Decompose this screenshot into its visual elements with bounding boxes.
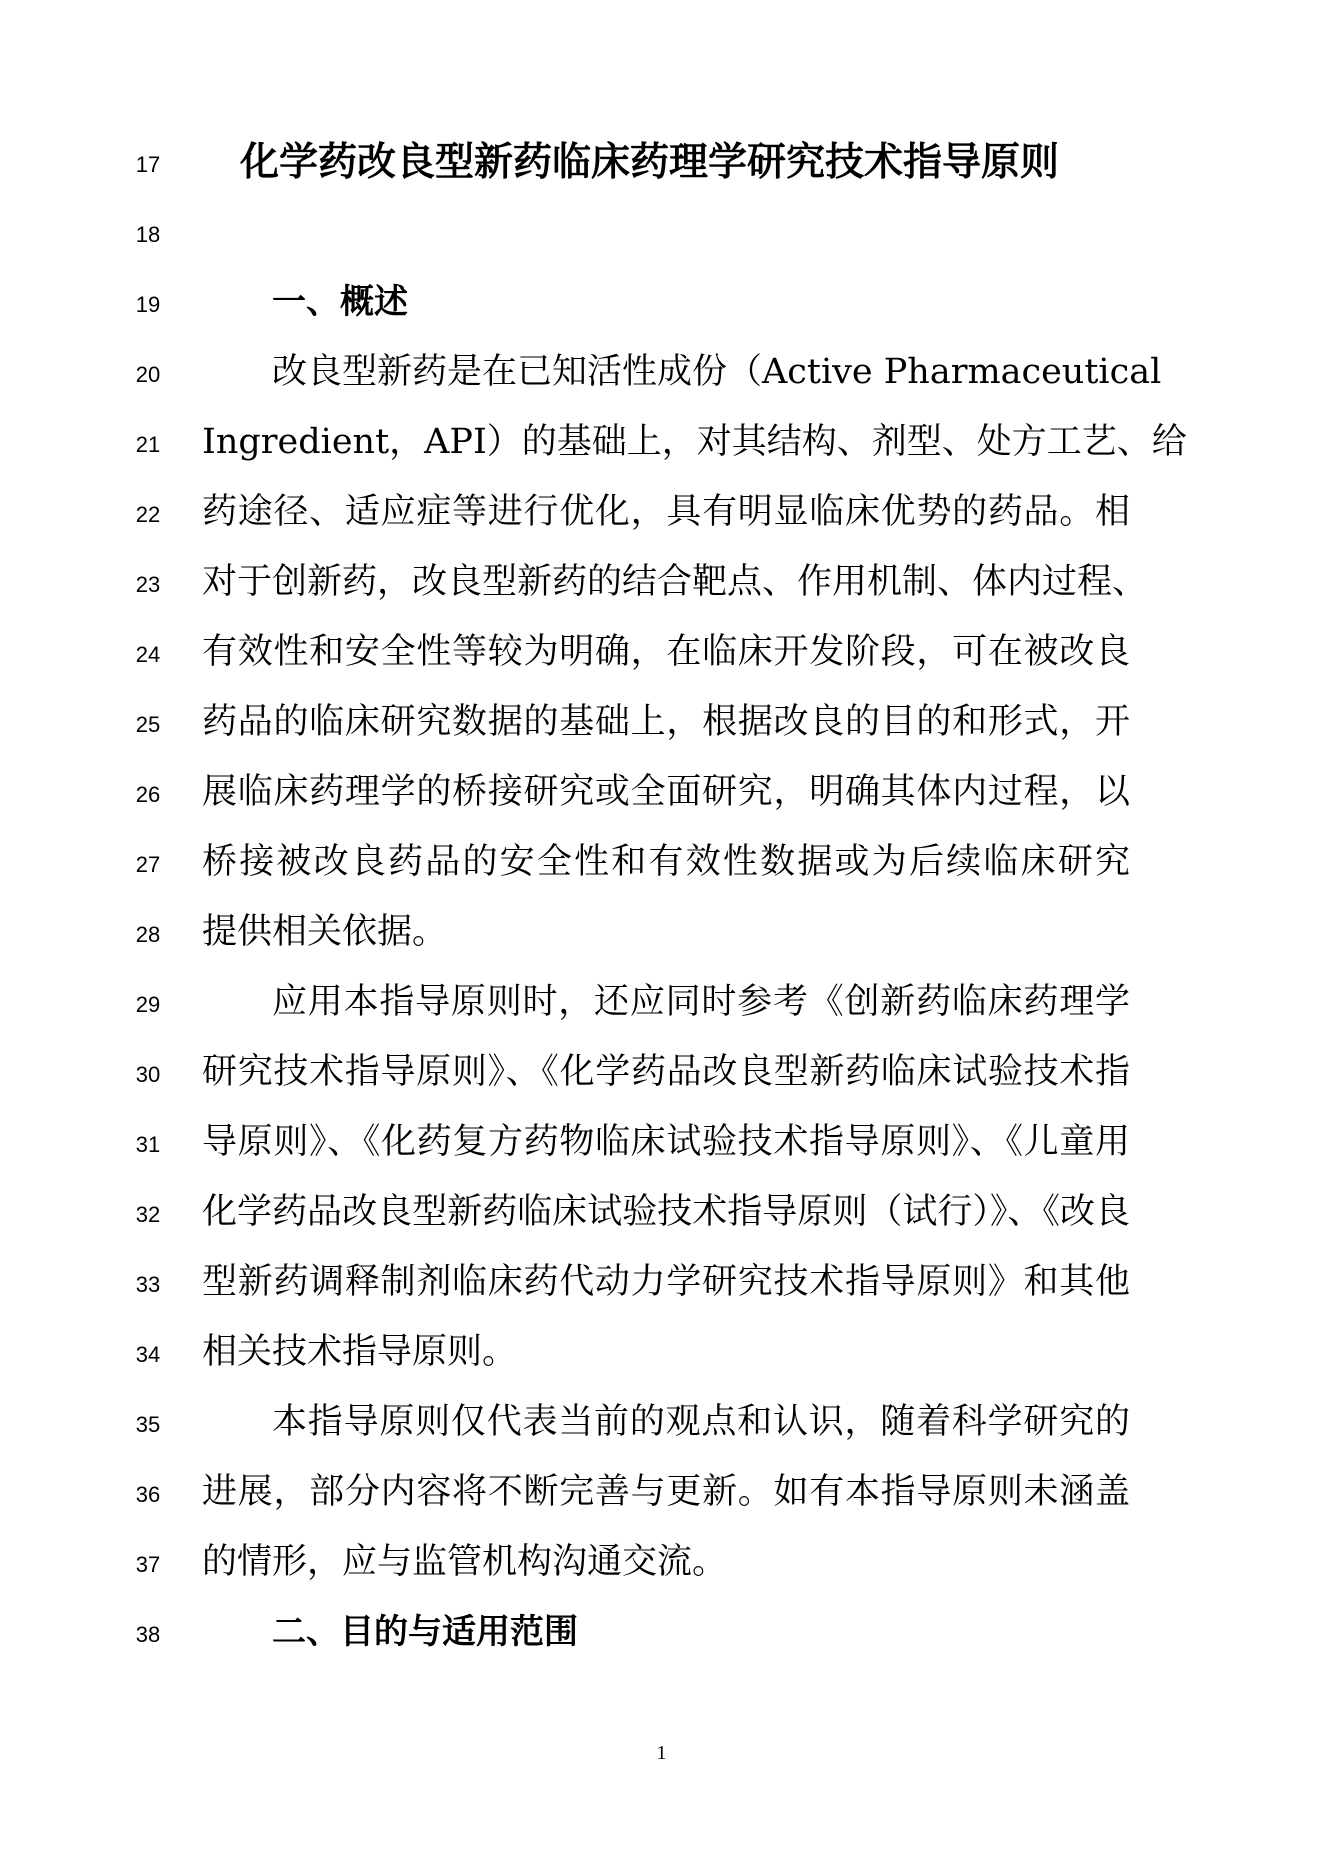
section-heading-purpose-scope: 二、目的与适用范围 (272, 1612, 578, 1652)
line-number: 23 (135, 572, 161, 597)
line-number: 20 (135, 362, 161, 387)
line-34 (0, 1320, 1323, 1390)
line-number: 29 (135, 992, 161, 1017)
line-number: 35 (135, 1412, 161, 1437)
line-number: 33 (135, 1272, 161, 1297)
paragraph-line: 导原则》、《化药复方药物临床试验技术指导原则》、《儿童用 (202, 1122, 1130, 1162)
line-number: 37 (135, 1552, 161, 1577)
line-number: 31 (135, 1132, 161, 1157)
line-number: 22 (135, 502, 161, 527)
line-number: 32 (135, 1202, 161, 1227)
line-22 (0, 480, 1323, 550)
line-30 (0, 1040, 1323, 1110)
line-26 (0, 760, 1323, 830)
paragraph-line: 应用本指导原则时，还应同时参考《创新药临床药理学 (272, 982, 1130, 1022)
page-number: 1 (656, 1742, 667, 1764)
line-24 (0, 620, 1323, 690)
line-number: 26 (135, 782, 161, 807)
paragraph-line: 进展，部分内容将不断完善与更新。如有本指导原则未涵盖 (202, 1472, 1130, 1512)
line-18 (0, 200, 1323, 270)
paragraph-line: 改良型新药是在已知活性成份（Active Pharmaceutical (272, 352, 1162, 392)
line-number: 24 (135, 642, 161, 667)
line-37 (0, 1530, 1323, 1600)
line-32 (0, 1180, 1323, 1250)
paragraph-line: 本指导原则仅代表当前的观点和认识，随着科学研究的 (272, 1402, 1130, 1442)
line-25 (0, 690, 1323, 760)
paragraph-line: 桥接被改良药品的安全性和有效性数据或为后续临床研究 (202, 842, 1130, 882)
paragraph-line: 型新药调释制剂临床药代动力学研究技术指导原则》和其他 (202, 1262, 1130, 1302)
line-number: 30 (135, 1062, 161, 1087)
line-28 (0, 900, 1323, 970)
document-title: 化学药改良型新药临床药理学研究技术指导原则 (240, 139, 1060, 185)
line-number: 18 (135, 222, 161, 247)
line-number: 28 (135, 922, 161, 947)
paragraph-line: 有效性和安全性等较为明确，在临床开发阶段，可在被改良 (202, 632, 1130, 672)
paragraph-line: 展临床药理学的桥接研究或全面研究，明确其体内过程，以 (202, 772, 1130, 812)
paragraph-line: Ingredient，API）的基础上，对其结构、剂型、处方工艺、给 (202, 422, 1187, 462)
section-heading-overview: 一、概述 (272, 282, 408, 322)
paragraph-line: 对于创新药，改良型新药的结合靶点、作用机制、体内过程、 (202, 562, 1148, 602)
line-number: 36 (135, 1482, 161, 1507)
paragraph-line: 药途径、适应症等进行优化，具有明显临床优势的药品。相 (202, 492, 1130, 532)
line-35 (0, 1390, 1323, 1460)
line-31 (0, 1110, 1323, 1180)
line-20 (0, 340, 1323, 410)
paragraph-line: 相关技术指导原则。 (202, 1332, 518, 1372)
line-36 (0, 1460, 1323, 1530)
line-17 (0, 130, 1323, 200)
line-27 (0, 830, 1323, 900)
line-19 (0, 270, 1323, 340)
line-number: 21 (135, 432, 161, 457)
line-38 (0, 1600, 1323, 1670)
paragraph-line: 提供相关依据。 (202, 912, 448, 952)
paragraph-line: 的情形，应与监管机构沟通交流。 (202, 1542, 728, 1582)
line-21 (0, 410, 1323, 480)
paragraph-line: 研究技术指导原则》、《化学药品改良型新药临床试验技术指 (202, 1052, 1130, 1092)
paragraph-line: 化学药品改良型新药临床试验技术指导原则（试行）》、《改良 (202, 1192, 1130, 1232)
paragraph-line: 药品的临床研究数据的基础上，根据改良的目的和形式，开 (202, 702, 1130, 742)
line-number: 38 (135, 1622, 161, 1647)
line-29 (0, 970, 1323, 1040)
line-number: 27 (135, 852, 161, 877)
line-number: 34 (135, 1342, 161, 1367)
line-23 (0, 550, 1323, 620)
line-number: 17 (135, 152, 161, 177)
line-33 (0, 1250, 1323, 1320)
line-number: 25 (135, 712, 161, 737)
line-number: 19 (135, 292, 161, 317)
